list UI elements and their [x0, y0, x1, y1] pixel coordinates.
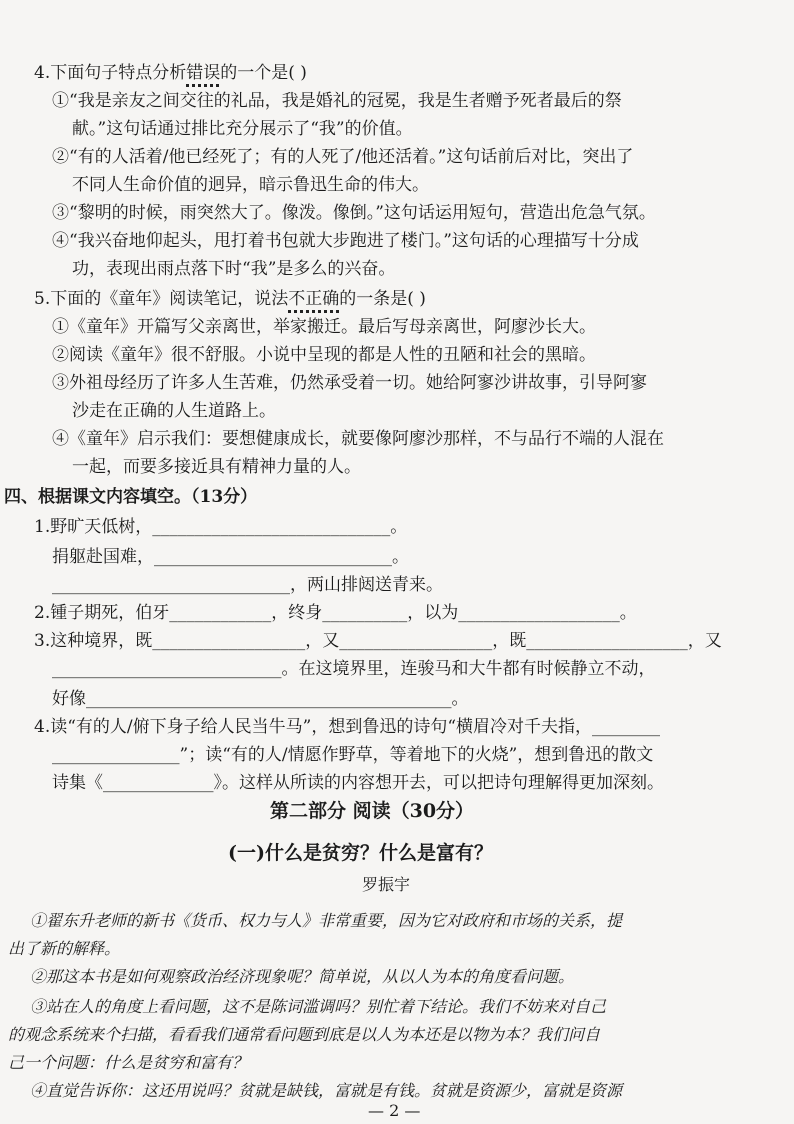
fill-1-line-2: 捐躯赴国难，____________________________。 — [52, 547, 409, 567]
fill-2: 2.锺子期死，伯牙____________，终身__________，以为___________________。 — [34, 603, 637, 623]
fill-1-line-1: 1.野旷天低树，____________________________。 — [34, 517, 408, 537]
q5-option-3-line-2: 沙走在正确的人生道路上。 — [72, 401, 276, 421]
q4-option-1-line-2: 献。”这句话通过排比充分展示了“我”的价值。 — [72, 119, 413, 139]
paragraph-1-line-2: 出了新的解释。 — [8, 939, 121, 958]
q5-option-3-line-1: ③外祖母经历了许多人生苦难，仍然承受着一切。她给阿寥沙讲故事，引导阿寥 — [52, 373, 647, 393]
answer-blank: 的一个是( ) — [220, 63, 307, 83]
q5-option-4-line-2: 一起，而要多接近具有精神力量的人。 — [72, 457, 361, 477]
q4-option-1-line-1: ①“我是亲友之间交往的礼品，我是婚礼的冠冕，我是生者赠予死者最后的祭 — [52, 91, 622, 111]
part-2-heading: 第二部分 阅读（30分） — [270, 800, 475, 822]
paragraph-2: ②那这本书是如何观察政治经济现象呢？简单说，从以人为本的角度看问题。 — [30, 967, 575, 986]
fill-4-line-3: 诗集《_____________》。这样从所读的内容想开去，可以把诗句理解得更加深刻。 — [52, 773, 664, 793]
fill-3-line-2: ___________________________。在这境界里，连骏马和大牛都有时候静立不动， — [52, 659, 656, 679]
paragraph-3-line-3: 己一个问题：什么是贫穷和富有？ — [8, 1053, 249, 1072]
stem-text: 4.下面句子特点分析 — [34, 63, 187, 83]
answer-blank: 的一条是( ) — [339, 289, 426, 309]
section-4-heading: 四、根据课文内容填空。（13分） — [4, 487, 258, 507]
article-title: (一)什么是贫穷？什么是富有？ — [228, 842, 493, 864]
paragraph-1-line-1: ①翟东升老师的新书《货币、权力与人》非常重要，因为它对政府和市场的关系，提 — [30, 911, 623, 930]
q5-option-1: ①《童年》开篇写父亲离世，举家搬迁。最后写母亲离世，阿廖沙长大。 — [52, 317, 596, 337]
fill-3-line-1: 3.这种境界，既__________________，又__________________，既___________________，又 — [34, 631, 722, 651]
q4-option-2-line-2: 不同人生命价值的迥异，暗示鲁迅生命的伟大。 — [72, 175, 429, 195]
stem-text: 5.下面的《童年》阅读笔记，说法 — [34, 289, 289, 309]
emphasis-dots: 不正确 — [288, 289, 340, 309]
q4-option-4-line-1: ④“我兴奋地仰起头，甩打着书包就大步跑进了楼门。”这句话的心理描写十分成 — [52, 231, 639, 251]
paragraph-3-line-1: ③站在人的角度上看问题，这不是陈词滥调吗？别忙着下结论。我们不妨来对自己 — [30, 997, 607, 1016]
q4-option-2-line-1: ②“有的人活着/他已经死了；有的人死了/他还活着。”这句话前后对比，突出了 — [52, 147, 634, 167]
question-5-stem — [34, 288, 426, 310]
paragraph-3-line-2: 的观念系统来个扫描，看看我们通常看问题到底是以人为本还是以物为本？我们问自 — [8, 1025, 601, 1044]
fill-4-line-2: _______________”；读“有的人/情愿作野草，等着地下的火烧”，想到鲁迅的散文 — [52, 745, 654, 765]
emphasis-dots: 错误 — [186, 63, 221, 83]
fill-1-line-3: ____________________________，两山排闼送青来。 — [52, 575, 443, 595]
article-author: 罗振宇 — [362, 875, 411, 894]
q5-option-4-line-1: ④《童年》启示我们：要想健康成长，就要像阿廖沙那样，不与品行不端的人混在 — [52, 429, 664, 449]
page-number: — 2 — — [368, 1101, 421, 1120]
fill-4-line-1: 4.读“有的人/俯下身子给人民当牛马”，想到鲁迅的诗句“横眉冷对千夫指，________ — [34, 717, 661, 737]
fill-3-line-3: 好像___________________________________________。 — [52, 689, 469, 709]
paragraph-4: ④直觉告诉你：这还用说吗？贫就是缺钱，富就是有钱。贫就是资源少，富就是资源 — [30, 1081, 623, 1100]
q5-option-2: ②阅读《童年》很不舒服。小说中呈现的都是人性的丑陋和社会的黑暗。 — [52, 345, 596, 365]
q4-option-3: ③“黎明的时候，雨突然大了。像泼。像倒。”这句话运用短句，营造出危急气氛。 — [52, 203, 656, 223]
q4-option-4-line-2: 功，表现出雨点落下时“我”是多么的兴奋。 — [72, 259, 396, 279]
question-4-stem — [34, 62, 307, 84]
